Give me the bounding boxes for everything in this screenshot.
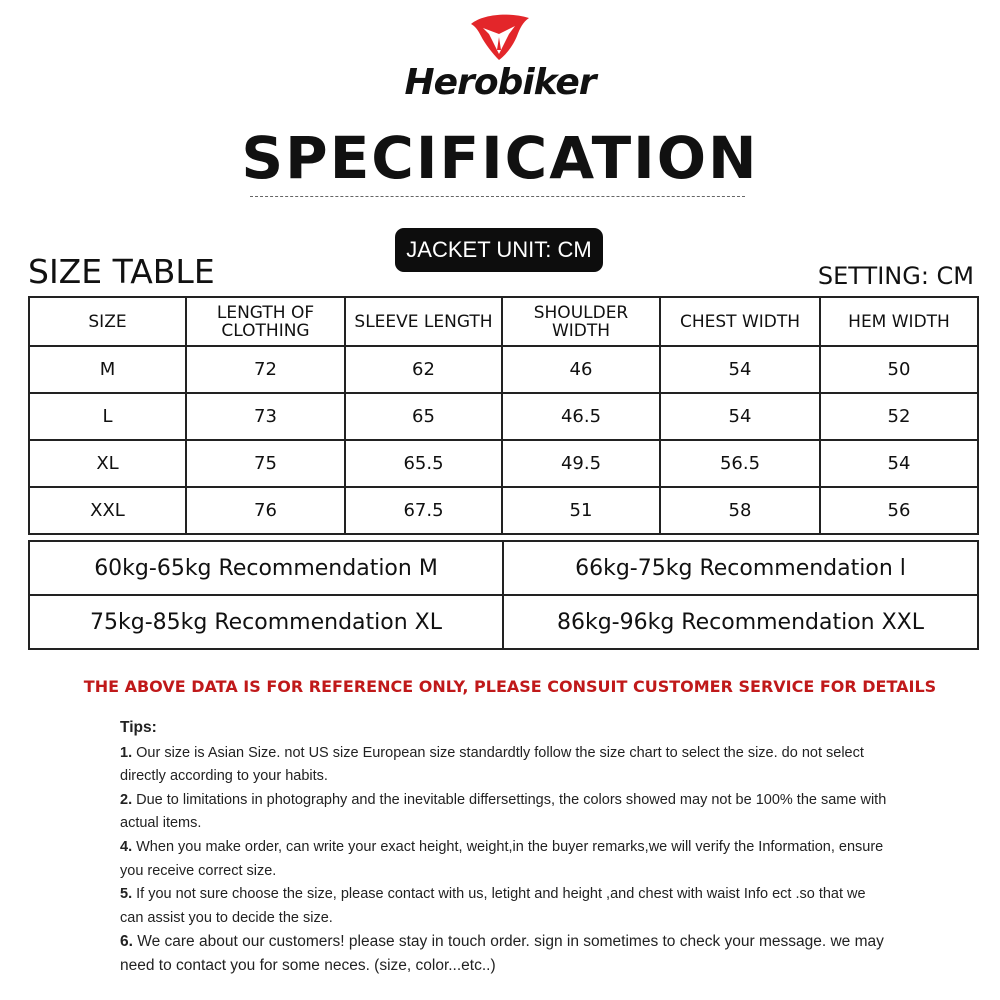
recommendation-cell: 86kg-96kg Recommendation XXL [503,595,978,649]
weight-recommendation-table [28,540,979,650]
table-cell: 72 [186,346,345,393]
brand-logo [0,12,1000,62]
tips-section [120,716,890,978]
table-cell: 51 [502,487,660,534]
column-header: LENGTH OF CLOTHING [186,297,345,346]
tip-number: 6. [120,933,133,951]
table-cell: 75 [186,440,345,487]
size-table-title: SIZE TABLE [28,252,215,291]
table-cell: 67.5 [345,487,502,534]
table-cell: 58 [660,487,820,534]
table-cell: L [29,393,186,440]
tip-item [120,836,890,883]
tip-number: 5. [120,886,133,903]
table-cell: 65 [345,393,502,440]
table-cell: 52 [820,393,978,440]
column-header: CHEST WIDTH [660,297,820,346]
helmet-logo-icon [465,12,535,62]
table-cell: 49.5 [502,440,660,487]
tip-text: We care about our customers! please stay in touch order. sign in sometimes to check your message. we may need to contact you for some neces. (size, color...etc..) [120,933,884,974]
title-divider [250,196,745,197]
column-header: SLEEVE LENGTH [345,297,502,346]
table-row [29,541,978,595]
page-title: SPECIFICATION [241,124,759,192]
table-cell: 54 [660,393,820,440]
tip-number: 1. [120,744,133,761]
table-cell: 46 [502,346,660,393]
table-cell: XL [29,440,186,487]
tip-text: Due to limitations in photography and the inevitable differsettings, the colors showed may not be 100% the same with actual items. [120,791,887,832]
table-cell: 54 [820,440,978,487]
table-cell: 65.5 [345,440,502,487]
table-cell: M [29,346,186,393]
column-header: HEM WIDTH [820,297,978,346]
column-header: SHOULDER WIDTH [502,297,660,346]
recommendation-cell: 66kg-75kg Recommendation l [503,541,978,595]
table-cell: 54 [660,346,820,393]
unit-setting: SETTING: CM [817,262,974,290]
brand-name: Herobiker [404,62,596,103]
tips-heading: Tips: [120,719,157,736]
table-row [29,440,978,487]
tip-item [120,930,890,977]
disclaimer: THE ABOVE DATA IS FOR REFERENCE ONLY, PLEASE CONSUIT CUSTOMER SERVICE FOR DETAILS [83,677,937,696]
tip-item [120,883,890,930]
tip-text: When you make order, can write your exact height, weight,in the buyer remarks,we will verify the Information, ensure you receive correct size. [120,838,884,879]
tip-text: If you not sure choose the size, please contact with us, letight and height ,and chest with waist Info ect .so that we can assist you to decide the size. [120,886,866,926]
table-cell: 76 [186,487,345,534]
table-cell: 73 [186,393,345,440]
table-row [29,393,978,440]
table-row [29,595,978,649]
tip-number: 4. [120,838,133,855]
unit-badge: JACKET UNIT: CM [395,228,603,272]
tip-number: 2. [120,791,133,808]
recommendation-cell: 60kg-65kg Recommendation M [29,541,503,595]
table-cell: 50 [820,346,978,393]
size-table [28,296,979,535]
column-header: SIZE [29,297,186,346]
tip-text: Our size is Asian Size. not US size European size standardtly follow the size chart to select the size. do not select directly according to your habits. [120,744,864,785]
table-cell: 56 [820,487,978,534]
table-cell: 56.5 [660,440,820,487]
table-cell: 46.5 [502,393,660,440]
table-cell: 62 [345,346,502,393]
table-header-row [29,297,978,346]
table-row [29,346,978,393]
table-row [29,487,978,534]
recommendation-cell: 75kg-85kg Recommendation XL [29,595,503,649]
tip-item [120,789,890,836]
table-cell: XXL [29,487,186,534]
tip-item [120,742,890,789]
